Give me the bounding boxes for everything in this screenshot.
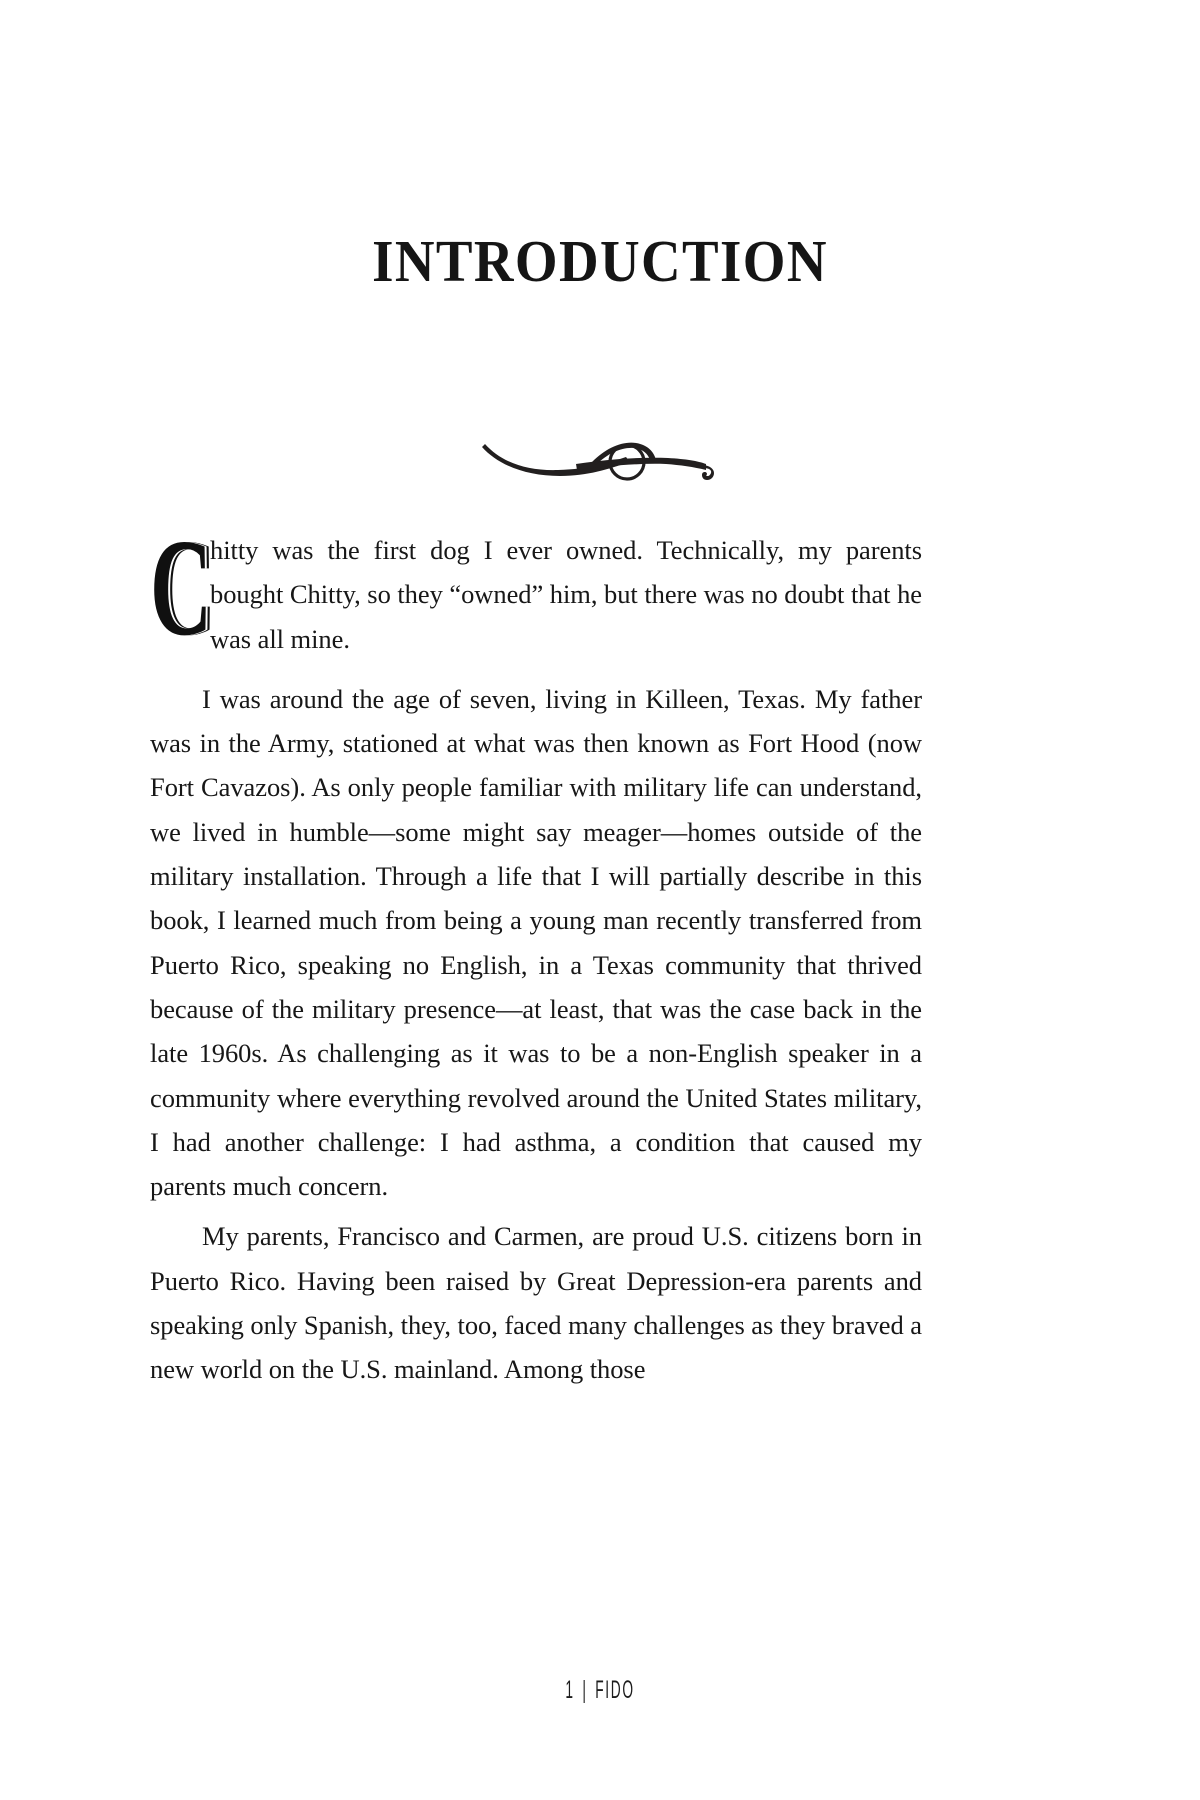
page-title: INTRODUCTION bbox=[372, 228, 828, 294]
ornament-divider bbox=[0, 408, 1200, 504]
footer-book-title: FIDO bbox=[595, 1676, 635, 1704]
footer-separator: | bbox=[582, 1676, 588, 1704]
paragraph-2-text: I was around the age of seven, living in Killeen, Texas. My father was in the Army, stationed at what was then known as Fort Hood (now Fort Cavazos). As only people familiar with military life can understand, we lived in humble—some might say meager—homes outside of the military installation. Through a life that I will partially describe in this book, I learned much from being a young man recently transferred from Puerto Rico, speaking no English, in a Texas community that thrived because of the military presence—at least, that was the case back in the late 1960s. As challenging as it was to be a non-English speaker in a community where everything revolved around the United States military, I had another challenge: I had asthma, a condition that caused my parents much concern. bbox=[150, 683, 922, 1202]
paragraph-2 bbox=[150, 677, 922, 1209]
drop-cap: C bbox=[150, 511, 213, 665]
page-footer bbox=[270, 1676, 930, 1705]
body-text bbox=[150, 511, 922, 1398]
footer-page-number: 1 bbox=[565, 1676, 575, 1704]
calligraphic-swash-icon bbox=[480, 421, 720, 491]
paragraph-3-text: My parents, Francisco and Carmen, are proud U.S. citizens born in Puerto Rico. Having been raised by Great Depression-era parents and speaking only Spanish, they, too, faced many challenges as they braved a new world on the U.S. mainland. Among those bbox=[150, 1221, 922, 1385]
paragraph-1-text: hitty was the first dog I ever owned. Technically, my parents bought Chitty, so they “owned” him, but there was no doubt that he was all mine. bbox=[210, 535, 922, 654]
paragraph-3 bbox=[150, 1214, 922, 1391]
paragraph-1 bbox=[150, 511, 922, 665]
